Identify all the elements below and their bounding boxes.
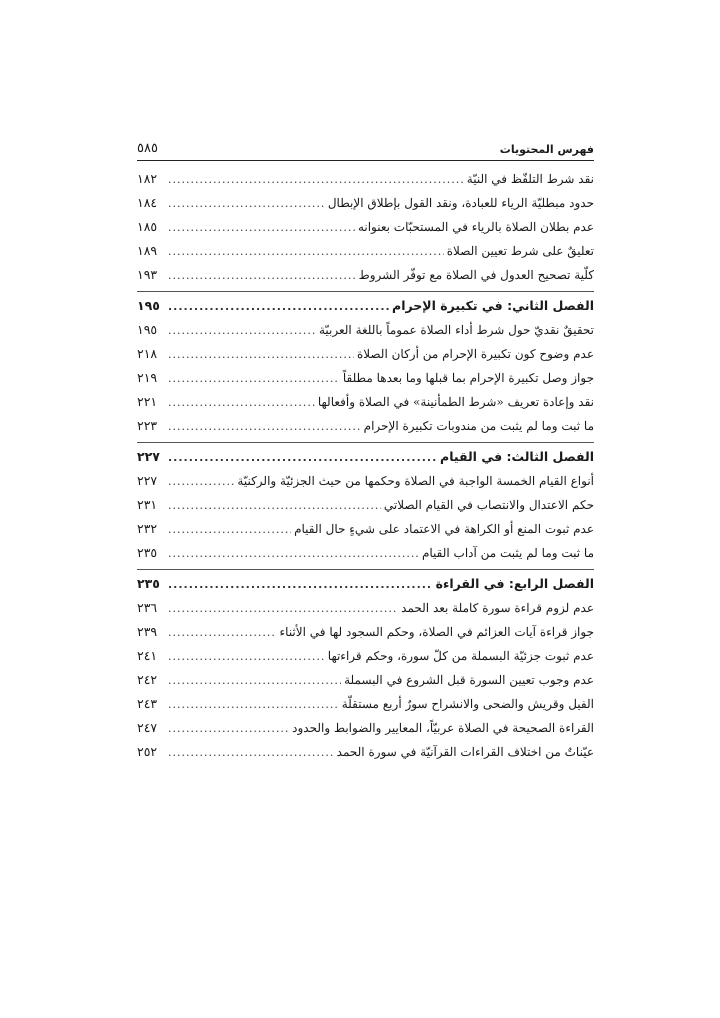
toc-entry	[137, 620, 594, 644]
dot-leader	[168, 216, 355, 240]
dot-leader	[168, 645, 325, 669]
dot-leader	[168, 741, 334, 765]
dot-leader	[168, 264, 356, 288]
toc-entry-page: ١٩٥	[137, 298, 160, 313]
toc-entry-page: ٢٤٧	[137, 720, 158, 735]
toc-entry	[137, 493, 594, 517]
toc-entry-page: ٢٢٣	[137, 418, 158, 433]
toc-entry-page: ٢٢١	[137, 394, 158, 409]
toc-entry-title: ما ثبت وما لم يثبت من مندوبات تكبيرة الإحرام	[363, 419, 594, 433]
toc-entry-page: ١٩٣	[137, 267, 158, 282]
toc-chapter-heading	[137, 294, 594, 318]
toc-entry	[137, 342, 594, 366]
toc-entry-page: ١٨٤	[137, 195, 158, 210]
toc-chapter-heading	[137, 572, 594, 596]
dot-leader	[168, 240, 444, 264]
toc-entry	[137, 541, 594, 565]
toc-entry	[137, 167, 594, 191]
toc-entry	[137, 716, 594, 740]
toc-entry-title: عدم بطلان الصلاة بالرياء في المستحبّات بعنوانه	[357, 220, 594, 234]
toc-entry	[137, 318, 594, 342]
dot-leader	[168, 367, 340, 391]
toc-entry-title: عدم ثبوت المنع أو الكراهة في الاعتماد على شيءٍ حال القيام	[294, 522, 594, 536]
toc-entry-page: ٢٣٥	[137, 576, 160, 591]
dot-leader	[168, 621, 277, 645]
dot-leader	[168, 295, 389, 319]
toc-entry-title: عيّناتٌ من اختلاف القراءات القرآنيّة في سورة الحمد	[336, 745, 594, 759]
dot-leader	[168, 518, 291, 542]
toc-entry-page: ٢٣٥	[137, 545, 158, 560]
toc-entry	[137, 239, 594, 263]
toc-entry	[137, 263, 594, 287]
dot-leader	[168, 319, 316, 343]
dot-leader	[168, 494, 381, 518]
toc-entry-page: ١٩٥	[137, 322, 158, 337]
toc-entry-title: عدم وجوب تعيين السورة قبل الشروع في البسملة	[344, 673, 594, 687]
toc-entry-page: ٢٣١	[137, 497, 158, 512]
running-title: فهرس المحتويات	[499, 143, 594, 156]
toc-entry-title: عدم ثبوت جزئيّة البسملة من كلّ سورة، وحكم قراءتها	[327, 649, 594, 663]
toc-entry-title: الفصل الثالث: في القيام	[440, 449, 594, 464]
table-of-contents	[137, 167, 594, 764]
toc-entry-page: ٢١٩	[137, 370, 158, 385]
toc-entry-page: ٢٣٩	[137, 624, 158, 639]
running-header	[137, 138, 594, 161]
toc-entry-page: ٢٣٦	[137, 600, 158, 615]
toc-entry-title: الفصل الثاني: في تكبيرة الإحرام	[392, 298, 594, 313]
toc-entry	[137, 740, 594, 764]
dot-leader	[168, 391, 315, 415]
toc-entry	[137, 596, 594, 620]
toc-entry-title: الفصل الرابع: في القراءة	[435, 576, 594, 591]
dot-leader	[168, 446, 437, 470]
toc-entry-title: حكم الاعتدال والانتصاب في القيام الصلاتي	[383, 498, 594, 512]
toc-entry-page: ١٨٢	[137, 171, 158, 186]
toc-entry-page: ٢٤٣	[137, 696, 158, 711]
toc-entry-title: كلّية تصحيح العدول في الصلاة مع توفّر الشروط	[358, 268, 594, 282]
toc-entry	[137, 215, 594, 239]
toc-entry-title: نقد وإعادة تعريف «شرط الطمأنينة» في الصلاة وأفعالها	[317, 395, 594, 409]
toc-entry-page: ١٨٥	[137, 219, 158, 234]
toc-entry	[137, 414, 594, 438]
dot-leader	[168, 693, 339, 717]
toc-entry-title: ما ثبت وما لم يثبت من آداب القيام	[421, 546, 594, 560]
toc-entry-title: جواز وصل تكبيرة الإحرام بما قبلها وما بعدها مطلقاً	[342, 371, 594, 385]
toc-entry-title: جواز قراءة آيات العزائم في الصلاة، وحكم السجود لها في الأثناء	[279, 625, 594, 639]
toc-entry-title: القراءة الصحيحة في الصلاة عربيّاً، المعايير والضوابط والحدود	[292, 721, 594, 735]
dot-leader	[168, 470, 234, 494]
toc-entry-page: ٢٤٢	[137, 672, 158, 687]
toc-entry-title: تحقيقٌ نقديّ حول شرط أداء الصلاة عموماً باللغة العربيّة	[318, 323, 594, 337]
dot-leader	[168, 573, 433, 597]
toc-entry-title: أنواع القيام الخمسة الواجبة في الصلاة وحكمها من حيث الجزئيّة والركنيّة	[237, 474, 594, 488]
dot-leader	[168, 669, 341, 693]
toc-chapter-heading	[137, 445, 594, 469]
toc-entry	[137, 366, 594, 390]
chapter-divider	[137, 442, 594, 443]
chapter-divider	[137, 291, 594, 292]
toc-entry	[137, 644, 594, 668]
toc-entry-page: ٢٥٢	[137, 744, 158, 759]
toc-entry-page: ٢٢٧	[137, 473, 158, 488]
page-number: ٥٨٥	[137, 141, 158, 156]
toc-entry-page: ٢٢٧	[137, 449, 160, 464]
chapter-divider	[137, 569, 594, 570]
toc-entry-page: ٢٤١	[137, 648, 158, 663]
dot-leader	[168, 343, 354, 367]
toc-entry-title: حدود مبطليّة الرياء للعبادة، ونقد القول بإطلاق الإبطال	[327, 196, 594, 210]
toc-entry	[137, 469, 594, 493]
toc-entry	[137, 191, 594, 215]
dot-leader	[168, 597, 398, 621]
toc-entry	[137, 390, 594, 414]
dot-leader	[168, 415, 361, 439]
dot-leader	[168, 542, 419, 566]
dot-leader	[168, 168, 464, 192]
toc-entry-title: تعليقٌ على شرط تعيين الصلاة	[446, 244, 594, 258]
toc-entry-page: ٢١٨	[137, 346, 158, 361]
toc-entry-title: نقد شرط التلفّظ في النيّة	[466, 172, 594, 186]
toc-entry	[137, 517, 594, 541]
toc-entry-title: عدم لزوم قراءة سورة كاملة بعد الحمد	[401, 601, 594, 615]
toc-entry	[137, 692, 594, 716]
toc-page	[137, 138, 594, 764]
dot-leader	[168, 717, 289, 741]
toc-entry-page: ٢٣٢	[137, 521, 158, 536]
toc-entry	[137, 668, 594, 692]
toc-entry-title: الفيل وقريش والضحى والانشراح سورٌ أربع مستقلّة	[341, 697, 594, 711]
toc-entry-title: عدم وضوح كون تكبيرة الإحرام من أركان الصلاة	[356, 347, 594, 361]
toc-entry-page: ١٨٩	[137, 243, 158, 258]
dot-leader	[168, 192, 325, 216]
